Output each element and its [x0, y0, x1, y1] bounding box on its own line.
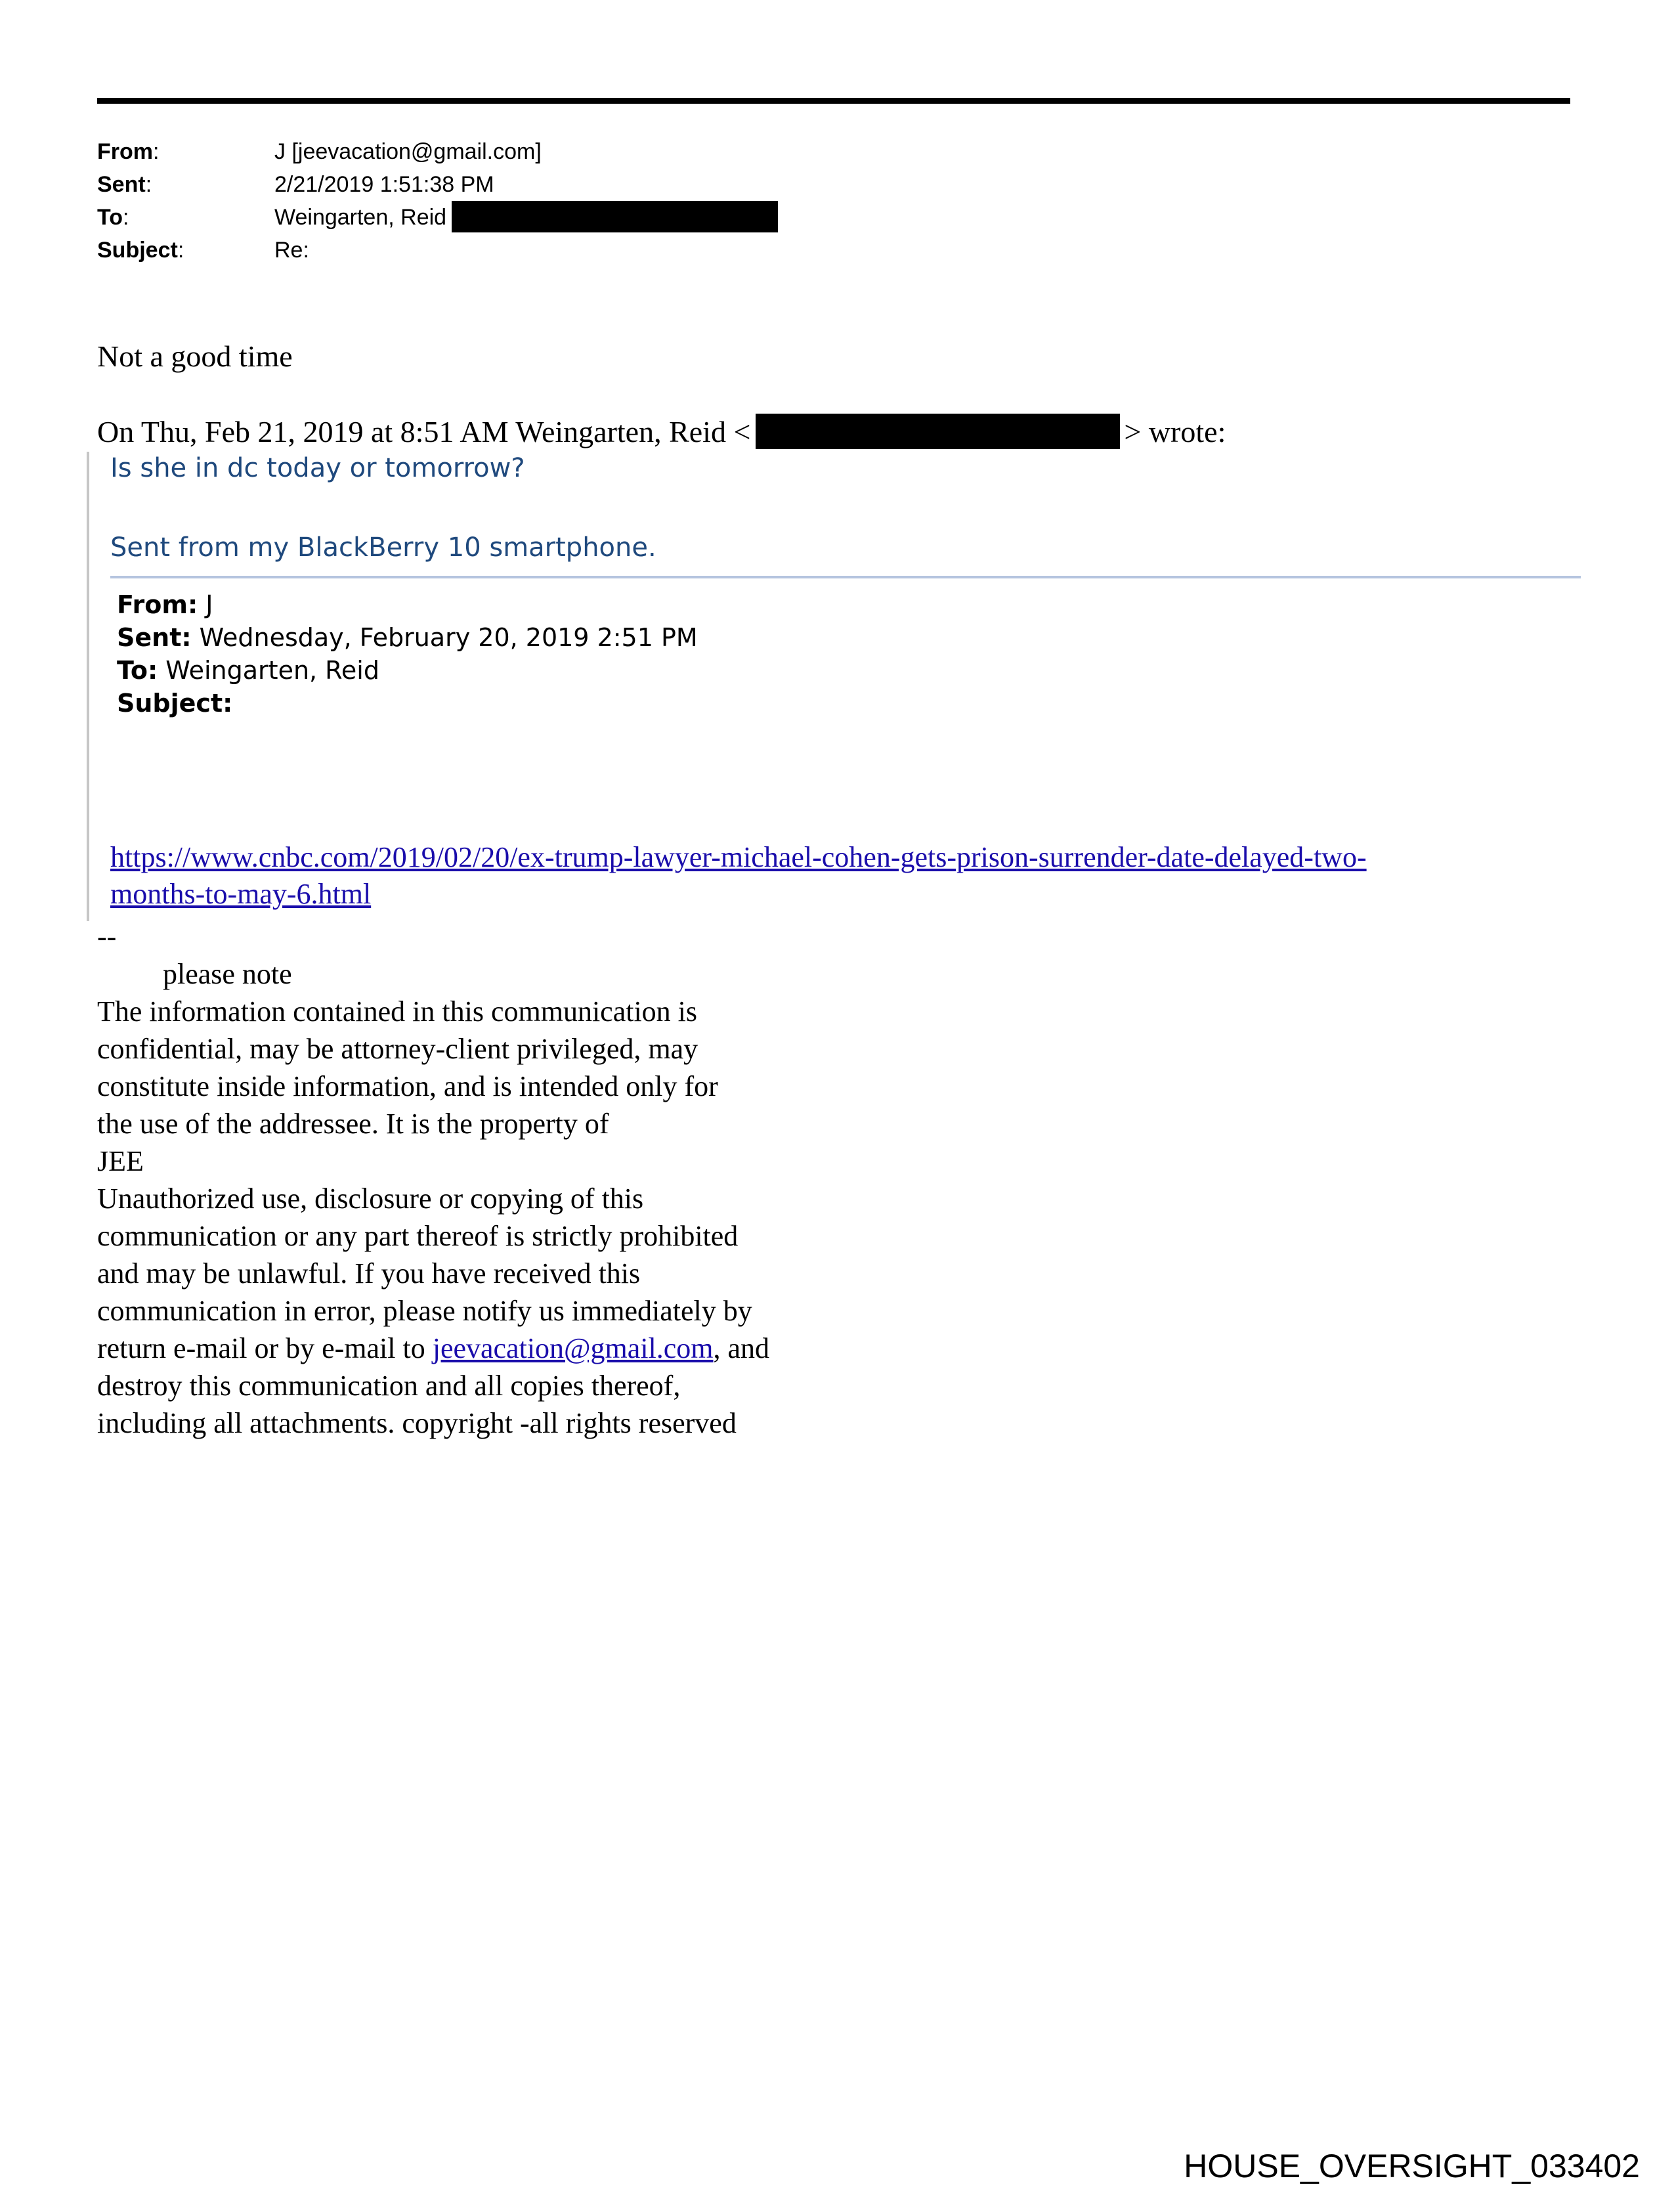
email-link[interactable]: jeevacation@gmail.com — [432, 1332, 714, 1364]
quoted-message-line: Is she in dc today or tomorrow? — [110, 453, 525, 483]
quoted-divider — [110, 576, 1581, 578]
signature-note: please note — [163, 958, 292, 990]
orig-from-label: From: — [117, 590, 198, 619]
quote-intro-prefix: On Thu, Feb 21, 2019 at 8:51 AM Weingarten, Reid < — [97, 414, 751, 448]
orig-sent-value: Wednesday, February 20, 2019 2:51 PM — [191, 623, 698, 652]
original-message-header — [117, 588, 698, 720]
signature-line: The information contained in this communication is — [97, 995, 698, 1028]
signature-line: communication or any part thereof is strictly prohibited — [97, 1220, 739, 1252]
orig-subject-label: Subject: — [117, 689, 233, 718]
signature-line: constitute inside information, and is intended only for — [97, 1070, 718, 1102]
orig-to-label: To: — [117, 656, 158, 685]
header-from-row: From: J [jeevacation@gmail.com] — [97, 135, 778, 168]
from-value: J [jeevacation@gmail.com] — [274, 139, 542, 164]
quote-bar — [87, 452, 89, 921]
article-link-line[interactable]: months-to-may-6.html — [110, 878, 372, 910]
orig-to-value: Weingarten, Reid — [158, 656, 379, 685]
to-value: Weingarten, Reid — [274, 205, 447, 230]
quoted-signature-line: Sent from my BlackBerry 10 smartphone. — [110, 532, 656, 563]
reply-body: Not a good time — [97, 339, 293, 373]
sent-value: 2/21/2019 1:51:38 PM — [274, 172, 494, 197]
subject-value: Re: — [274, 238, 309, 263]
orig-from-value: J — [198, 590, 213, 619]
signature-block — [97, 918, 769, 1442]
to-label: To — [97, 205, 123, 230]
return-suffix: , and — [713, 1332, 770, 1364]
redaction-box — [452, 201, 778, 232]
header-to-row: To: Weingarten, Reid — [97, 201, 778, 234]
signature-line: communication in error, please notify us immediately by — [97, 1295, 752, 1327]
signature-line: including all attachments. copyright -all rights reserved — [97, 1407, 737, 1439]
quote-intro — [97, 414, 1226, 449]
signature-line: Unauthorized use, disclosure or copying of this — [97, 1182, 644, 1215]
header-subject-row: Subject: Re: — [97, 234, 778, 267]
signature-line: confidential, may be attorney-client privileged, may — [97, 1033, 698, 1065]
header-sent-row: Sent: 2/21/2019 1:51:38 PM — [97, 168, 778, 201]
subject-label: Subject — [97, 238, 178, 263]
bates-number: HOUSE_OVERSIGHT_033402 — [1184, 2148, 1640, 2184]
signature-line: the use of the addressee. It is the property of — [97, 1108, 609, 1140]
article-link[interactable] — [110, 839, 1367, 913]
redaction-box — [756, 414, 1120, 449]
signature-return-line — [97, 1330, 769, 1367]
signature-line: JEE — [97, 1145, 144, 1177]
top-rule — [97, 98, 1570, 104]
return-prefix: return e-mail or by e-mail to — [97, 1332, 433, 1364]
sent-label: Sent — [97, 172, 146, 197]
email-header — [97, 135, 778, 267]
from-label: From — [97, 139, 153, 164]
orig-sent-label: Sent: — [117, 623, 192, 652]
signature-dashes: -- — [97, 921, 117, 953]
signature-line: destroy this communication and all copies thereof, — [97, 1370, 681, 1402]
quote-intro-suffix: > wrote: — [1124, 414, 1226, 448]
article-link-line[interactable]: https://www.cnbc.com/2019/02/20/ex-trump-lawyer-michael-cohen-gets-prison-surrender-date-delayed-two- — [110, 841, 1367, 873]
signature-line: and may be unlawful. If you have received this — [97, 1257, 641, 1290]
